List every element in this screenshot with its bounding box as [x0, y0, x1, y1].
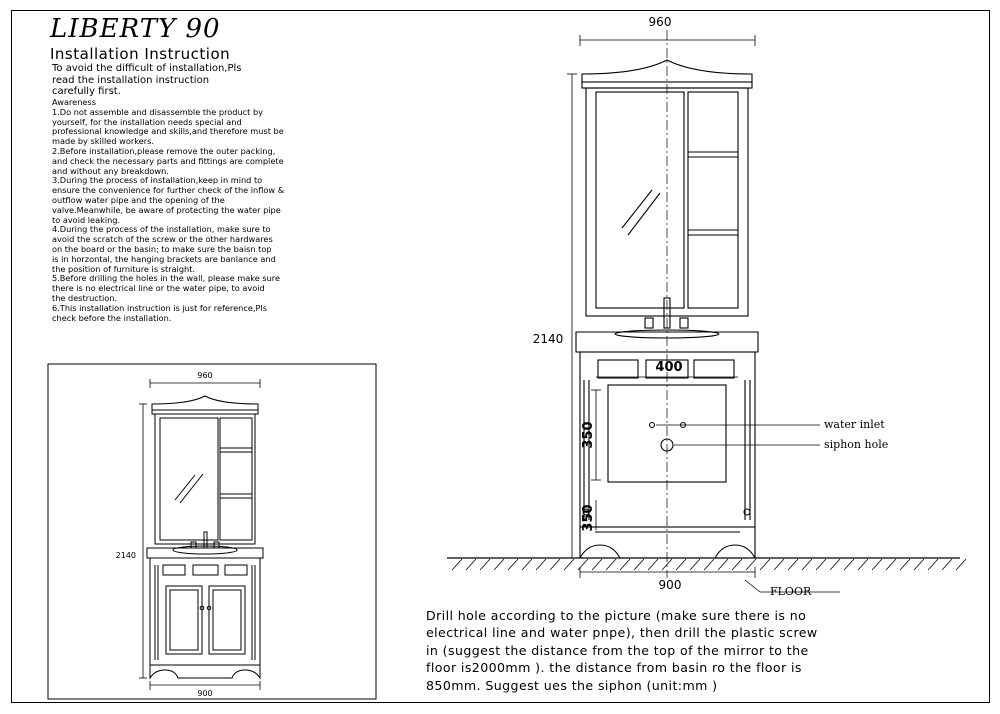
- hatch-line: [858, 559, 868, 570]
- floor-hatching: [452, 559, 966, 570]
- hatch-line: [732, 559, 742, 570]
- hatch-line: [816, 559, 826, 570]
- floor-label: FLOOR: [770, 585, 812, 598]
- steps-line: 3.During the process of installation,keep in mind to: [52, 175, 263, 186]
- small-height-label: 2140: [115, 551, 136, 560]
- inner-width-label: 400: [655, 360, 683, 375]
- hatch-line: [900, 559, 910, 570]
- hatch-line: [914, 559, 924, 570]
- hatch-line: [956, 559, 966, 570]
- steps-line: yourself, for the installation needs special and: [52, 116, 242, 127]
- hatch-line: [578, 559, 588, 570]
- drill-line: electrical line and water pnpe), then drill the plastic screw: [426, 625, 818, 641]
- hatch-line: [886, 559, 896, 570]
- product-title: LIBERTY 90: [50, 14, 221, 44]
- hatch-line: [774, 559, 784, 570]
- steps-line: ensure the convenience for further check of the inflow &: [52, 185, 285, 196]
- large-front-view-drawing: [447, 30, 960, 592]
- steps-line: on the board or the basin; to make sure the baisn top: [52, 243, 272, 254]
- steps-line: avoid the scratch of the screw or the other hardwares: [52, 234, 273, 245]
- hatch-line: [508, 559, 518, 570]
- hatch-line: [942, 559, 952, 570]
- steps-line: 5.Before drilling the holes in the wall, please make sure: [52, 273, 281, 284]
- steps-line: 4.During the process of the installation, make sure to: [52, 224, 271, 235]
- steps-line: the destruction.: [52, 292, 118, 303]
- hatch-line: [676, 559, 686, 570]
- hatch-line: [872, 559, 882, 570]
- steps-line: 1.Do not assemble and disassemble the product by: [52, 106, 264, 117]
- hatch-line: [928, 559, 938, 570]
- large-base-label: 900: [658, 578, 682, 592]
- hatch-line: [452, 559, 462, 570]
- siphon-hole-label: siphon hole: [824, 438, 889, 451]
- hatch-line: [536, 559, 546, 570]
- hatch-line: [704, 559, 714, 570]
- steps-line: 2.Before installation,please remove the outer packing,: [52, 145, 276, 156]
- large-width-label: 960: [648, 15, 672, 29]
- hatch-line: [522, 559, 532, 570]
- hatch-line: [592, 559, 602, 570]
- hatch-line: [760, 559, 770, 570]
- small-base-label: 900: [197, 689, 213, 698]
- steps-line: to avoid leaking.: [52, 214, 121, 225]
- water-inlet-label: water inlet: [824, 418, 885, 431]
- hatch-line: [634, 559, 644, 570]
- steps-line: Awareness: [52, 97, 96, 107]
- hatch-line: [718, 559, 728, 570]
- drill-line: Drill hole according to the picture (make sure there is no: [426, 608, 807, 623]
- hatch-line: [802, 559, 812, 570]
- steps-line: 6.This installation instruction is just for reference,Pls: [52, 302, 267, 313]
- intro-line: read the installation instruction: [52, 74, 210, 86]
- drill-line: 850mm. Suggest ues the siphon (unit:mm ): [426, 677, 718, 693]
- steps-line: is in horzontal, the hanging brackets are banlance and: [52, 253, 276, 264]
- steps-line: there is no electrical line or the water pipe, to avoid: [52, 283, 265, 294]
- small-width-label: 960: [197, 371, 213, 380]
- hatch-line: [466, 559, 476, 570]
- inner-height-label: 350: [581, 421, 596, 449]
- hatch-line: [844, 559, 854, 570]
- hatch-line: [648, 559, 658, 570]
- large-height-label: 2140: [532, 332, 564, 346]
- steps-line: the position of furniture is straight.: [52, 263, 196, 274]
- steps-line: made by skilled workers.: [52, 136, 154, 147]
- steps-line: outflow water pipe and the opening of the: [52, 194, 225, 205]
- steps-line: professional knowledge and skills,and therefore must be: [52, 126, 284, 137]
- steps-line: and check the necessary parts and fittings are complete: [52, 155, 284, 166]
- steps-line: valve.Meanwhile, be aware of protecting the water pipe: [52, 204, 281, 215]
- intro-line: To avoid the difficult of installation,Pls: [52, 63, 242, 74]
- drill-line: in (suggest the distance from the top of the mirror to the: [426, 642, 809, 658]
- hatch-line: [830, 559, 840, 570]
- hatch-line: [606, 559, 616, 570]
- hatch-line: [564, 559, 574, 570]
- small-front-view-drawing: [48, 364, 376, 699]
- intro-line: carefully first.: [52, 86, 121, 97]
- hatch-line: [494, 559, 504, 570]
- hatch-line: [620, 559, 630, 570]
- hatch-line: [480, 559, 490, 570]
- drill-line: floor is2000mm ). the distance from basin ro the floor is: [426, 660, 802, 676]
- document-subtitle: Installation Instruction: [50, 45, 231, 63]
- hatch-line: [788, 559, 798, 570]
- steps-line: and without any breakdown.: [52, 165, 169, 176]
- hatch-line: [550, 559, 560, 570]
- hatch-line: [690, 559, 700, 570]
- steps-line: check before the installation.: [52, 312, 172, 323]
- bottom-height-label: 350: [581, 504, 596, 532]
- hatch-line: [746, 559, 756, 570]
